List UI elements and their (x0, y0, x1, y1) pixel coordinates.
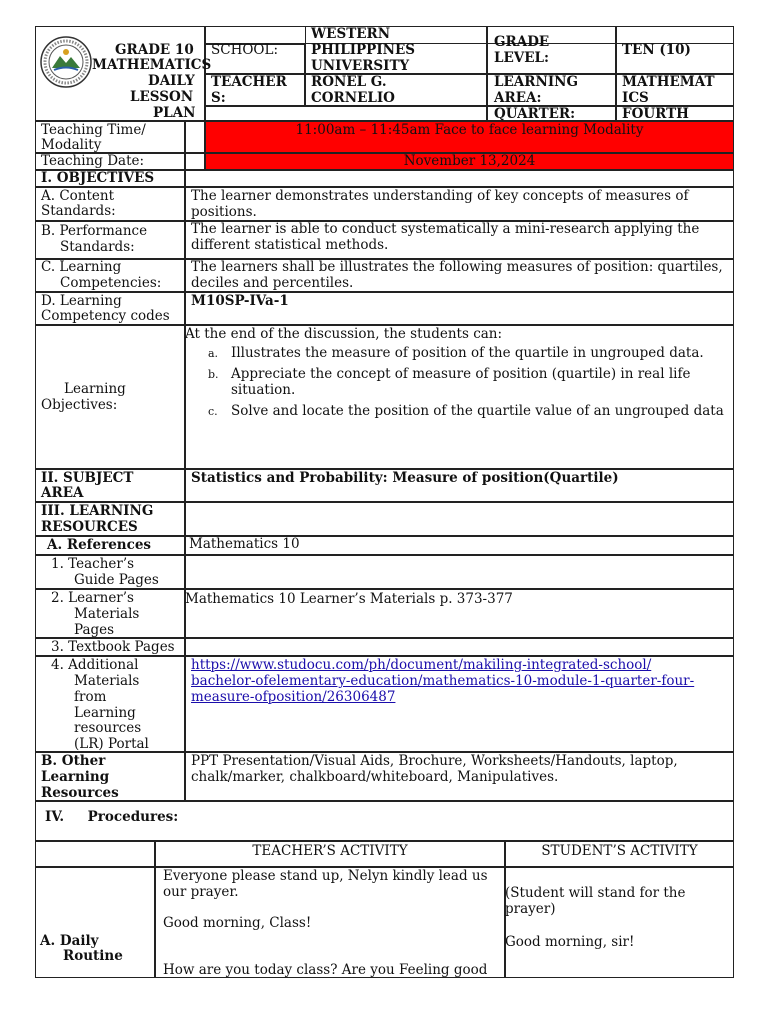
teacher-label: S: (211, 90, 226, 106)
list-marker: c. (208, 405, 218, 418)
routine-label: A. Daily (40, 933, 99, 949)
quarter-label: QUARTER: (494, 106, 576, 122)
teacher-line: Good morning, Class! (163, 915, 312, 931)
list-item: Illustrates the measure of position of the quartile in ungrouped data. (231, 345, 704, 361)
student-col-header: STUDENT’S ACTIVITY (541, 843, 698, 859)
resources-heading: III. LEARNING (41, 503, 154, 519)
grade-value: TEN (10) (622, 42, 691, 58)
objectives-heading: I. OBJECTIVES (41, 170, 155, 186)
routine-student-cell (505, 867, 734, 978)
subject-value: Statistics and Probability: Measure of position(Quartile) (191, 470, 619, 486)
other-value: PPT Presentation/Visual Aids, Brochure, Worksheets/Handouts, laptop, chalk/marker, chalkboard/whiteboard, Manipulatives. (191, 753, 678, 785)
content-label: Standards: (41, 203, 116, 219)
additional-label: Materials (74, 673, 140, 689)
teacher-name: RONEL G. (311, 74, 387, 90)
teacher-name: CORNELIO (311, 90, 395, 106)
teacher-line: our prayer. (163, 884, 239, 900)
blank-cell (205, 106, 487, 121)
title-line: MATHEMATICS (92, 57, 212, 73)
resource-link[interactable]: bachelor-ofelementary-education/mathematics-10-module-1-quarter-four- (191, 673, 695, 689)
additional-label: resources (74, 720, 142, 736)
university-seal-icon (40, 36, 92, 88)
lm-label: 2. Learner’s (51, 590, 134, 606)
area-value: ICS (622, 90, 649, 106)
quarter-value: FOURTH (622, 106, 689, 122)
list-item: Appreciate the concept of measure of position (quartile) in real life situation. (231, 366, 691, 398)
codes-label: Competency codes (41, 308, 170, 324)
grade-label: GRADE (494, 34, 550, 50)
textbook-label: 3. Textbook Pages (51, 639, 175, 655)
references-value: Mathematics 10 (189, 536, 300, 552)
competencies-label: C. Learning (41, 259, 122, 275)
performance-label: Standards: (60, 239, 135, 255)
student-line: prayer) (505, 901, 556, 917)
tg-label: Guide Pages (74, 572, 159, 588)
resource-link[interactable]: measure-ofposition/26306487 (191, 689, 396, 705)
codes-value: M10SP-IVa-1 (191, 293, 289, 309)
tg-value-cell (185, 555, 734, 589)
additional-label: (LR) Portal (74, 736, 149, 752)
performance-label: B. Performance (41, 223, 148, 239)
time-mid-cell (185, 121, 205, 153)
time-label: Modality (41, 137, 102, 153)
lm-label: Materials (74, 606, 140, 622)
learning-label: Objectives: (41, 397, 118, 413)
title-line: PLAN (153, 105, 196, 121)
subject-label: II. SUBJECT (41, 470, 134, 486)
teacher-line: Everyone please stand up, Nelyn kindly lead us (163, 868, 488, 884)
objectives-heading-right (185, 170, 734, 187)
other-label: B. Other (41, 753, 106, 769)
additional-label: from (74, 689, 107, 705)
date-label: Teaching Date: (41, 153, 145, 169)
time-value: 11:00am – 11:45am Face to face learning Modality (295, 122, 644, 138)
school-name: PHILIPPINES (311, 42, 416, 58)
routine-label: Routine (63, 948, 123, 964)
textbook-value-cell (185, 638, 734, 656)
proc-blank-cell (35, 841, 155, 867)
area-value: MATHEMAT (622, 74, 715, 90)
performance-text: The learner is able to conduct systematically a mini-research applying the different statistical methods. (191, 221, 700, 253)
subject-label: AREA (41, 485, 84, 501)
area-label: LEARNING (494, 74, 578, 90)
list-marker: a. (208, 347, 219, 360)
student-line: (Student will stand for the (505, 885, 686, 901)
date-value: November 13,2024 (403, 153, 536, 169)
additional-label: Learning (74, 705, 136, 721)
competencies-text: The learners shall be illustrates the following measures of position: quartiles, deciles and percentiles. (191, 259, 723, 291)
grade-label: LEVEL: (494, 50, 550, 66)
other-label: Resources (41, 785, 119, 801)
other-label: Learning (41, 769, 110, 785)
title-line: GRADE 10 (115, 42, 194, 58)
list-marker: b. (208, 368, 219, 381)
teacher-col-header: TEACHER’S ACTIVITY (252, 843, 408, 859)
resource-link[interactable]: https://www.studocu.com/ph/document/makiling-integrated-school/ (191, 657, 652, 673)
procedures-heading: IV. Procedures: (45, 809, 179, 825)
school-name: WESTERN (311, 26, 391, 42)
school-name: UNIVERSITY (311, 58, 410, 74)
teacher-label: TEACHER (211, 74, 287, 90)
learning-label: Learning (64, 381, 126, 397)
resources-heading: RESOURCES (41, 519, 138, 535)
tg-label: 1. Teacher’s (51, 556, 135, 572)
title-line: DAILY (148, 73, 195, 89)
teacher-line: How are you today class? Are you Feeling good (163, 962, 488, 978)
student-line: Good morning, sir! (505, 934, 635, 950)
references-label: A. References (47, 537, 152, 553)
list-item: Solve and locate the position of the quartile value of an ungrouped data (231, 403, 724, 419)
learning-intro: At the end of the discussion, the students can: (185, 326, 503, 342)
time-label: Teaching Time/ (41, 122, 146, 138)
resources-heading-right (185, 502, 734, 536)
date-mid-cell (185, 153, 205, 170)
lm-label: Pages (74, 622, 115, 638)
competencies-label: Competencies: (60, 275, 162, 291)
area-label: AREA: (494, 90, 542, 106)
title-line: LESSON (130, 89, 194, 105)
codes-label: D. Learning (41, 293, 122, 309)
content-text: The learner demonstrates understanding of key concepts of measures of positions. (191, 188, 689, 220)
lm-value: Mathematics 10 Learner’s Materials p. 373-377 (185, 591, 513, 607)
school-label: SCHOOL: (211, 42, 278, 58)
additional-label: 4. Additional (51, 657, 139, 673)
content-label: A. Content (41, 188, 115, 204)
